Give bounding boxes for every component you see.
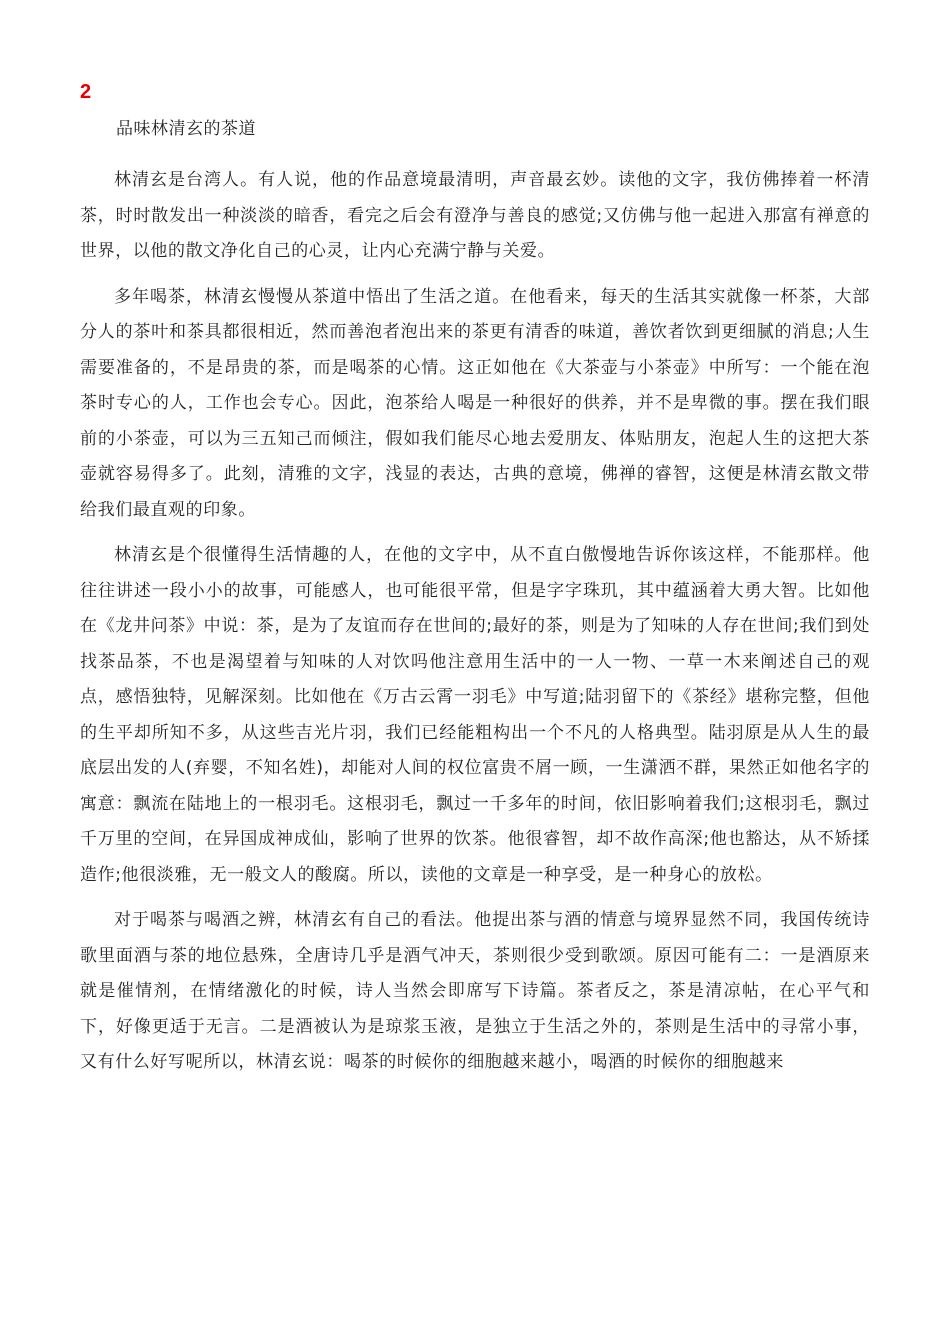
paragraph-3: 林清玄是个很懂得生活情趣的人，在他的文字中，从不直白傲慢地告诉你该这样，不能那样。他往往讲述一段小小的故事，可能感人，也可能很平常，但是字字珠玑，其中蕴涵着大勇大智。比如他在《龙井问茶》中说：茶，是为了友谊而存在世间的;最好的茶，则是为了知味的人存在世间;我们到处找茶品茶，不也是渴望着与知味的人对饮吗他注意用生活中的一人一物、一草一木来阐述自己的观点，感悟独特，见解深刻。比如他在《万古云霄一羽毛》中写道;陆羽留下的《茶经》堪称完整，但他的生平却所知不多，从这些吉光片羽，我们已经能粗构出一个不凡的人格典型。陆羽原是从人生的最底层出发的人(弃婴，不知名姓)，却能对人间的权位富贵不屑一顾，一生潇洒不群，果然正如他名字的寓意：飘流在陆地上的一根羽毛。这根羽毛，飘过一千多年的时间，依旧影响着我们;这根羽毛，飘过千万里的空间，在异国成神成仙，影响了世界的饮茶。他很睿智，却不故作高深;他也豁达，从不矫揉造作;他很淡雅，无一般文人的酸腐。所以，读他的文章是一种享受，是一种身心的放松。 [80, 545, 870, 885]
paragraph-4: 对于喝茶与喝酒之辨，林清玄有自己的看法。他提出茶与酒的情意与境界显然不同，我国传统诗歌里面酒与茶的地位悬殊，全唐诗几乎是酒气冲天，茶则很少受到歌颂。原因可能有二：一是酒原来就是催情剂，在情绪激化的时候，诗人当然会即席写下诗篇。茶者反之，茶是清凉帖，在心平气和下，好像更适于无言。二是酒被认为是琼浆玉液，是独立于生活之外的，茶则是生活中的寻常小事，又有什么好写呢所以，林清玄说：喝茶的时候你的细胞越来越小，喝酒的时候你的细胞越来 [80, 910, 870, 1072]
article-title: 品味林清玄的茶道 [116, 119, 256, 139]
article-body [80, 163, 870, 1091]
paragraph-1: 林清玄是台湾人。有人说，他的作品意境最清明，声音最玄妙。读他的文字，我仿佛捧着一杯清茶，时时散发出一种淡淡的暗香，看完之后会有澄净与善良的感觉;又仿佛与他一起进入那富有禅意的世界，以他的散文净化自己的心灵，让内心充满宁静与关爱。 [80, 170, 870, 261]
page-number: 2 [80, 81, 92, 103]
paragraph-2: 多年喝茶，林清玄慢慢从茶道中悟出了生活之道。在他看来，每天的生活其实就像一杯茶，大部分人的茶叶和茶具都很相近，然而善泡者泡出来的茶更有清香的味道，善饮者饮到更细腻的消息;人生需要准备的，不是昂贵的茶，而是喝茶的心情。这正如他在《大茶壶与小茶壶》中所写：一个能在泡茶时专心的人，工作也会专心。因此，泡茶给人喝是一种很好的供养，并不是卑微的事。摆在我们眼前的小茶壶，可以为三五知己而倾注，假如我们能尽心地去爱朋友、体贴朋友，泡起人生的这把大茶壶就容易得多了。此刻，清雅的文字，浅显的表达，古典的意境，佛禅的睿智，这便是林清玄散文带给我们最直观的印象。 [80, 286, 870, 520]
